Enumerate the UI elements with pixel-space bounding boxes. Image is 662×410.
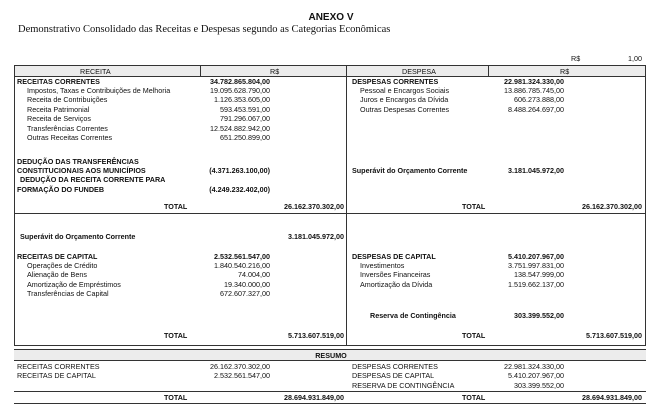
receita-corrente-item-value: 651.250.899,00	[220, 133, 270, 142]
currency-label: R$	[571, 54, 581, 63]
resumo-right-item-label: DESPESAS DE CAPITAL	[352, 371, 435, 381]
reserva-contingencia-value: 303.399.552,00	[514, 311, 564, 320]
resumo-left-item-label: RECEITAS DE CAPITAL	[17, 371, 96, 381]
despesa-corrente-item-value: 8.488.264.697,00	[508, 104, 564, 114]
total-capital-right-value: 5.713.607.519,00	[586, 331, 642, 340]
superavit-corrente-label: Superávit do Orçamento Corrente	[352, 166, 468, 175]
receitas-capital-label: RECEITAS DE CAPITAL	[17, 252, 98, 261]
despesa-capital-item-label: Inversões Financeiras	[360, 270, 431, 280]
deducao-fundeb-line2: FORMAÇÃO DO FUNDEB	[17, 185, 105, 194]
resumo-header-top	[14, 349, 646, 350]
superavit-capital-value: 3.181.045.972,00	[288, 232, 344, 241]
resumo-right-item-value: 22.981.324.330,00	[504, 362, 564, 371]
deducao-fundeb-value: (4.249.232.402,00)	[209, 185, 270, 194]
despesa-corrente-item-label: Pessoal e Encargos Sociais	[360, 86, 450, 95]
total-capital-right-label: TOTAL	[462, 331, 486, 340]
receita-corrente-item-value: 791.296.067,00	[220, 114, 270, 124]
table-top-border	[14, 65, 646, 66]
resumo-total-top	[14, 391, 646, 392]
receita-corrente-item-value: 593.453.591,00	[220, 104, 270, 114]
receita-corrente-item-value: 19.095.628.790,00	[210, 86, 270, 95]
right-border	[645, 65, 646, 345]
receita-capital-item-value: 19.340.000,00	[224, 279, 270, 289]
deducao-transferencias-line1: DEDUÇÃO DAS TRANSFERÊNCIAS	[17, 157, 139, 166]
section-divider-correntes	[14, 213, 646, 214]
total-correntes-right-value: 26.162.370.302,00	[582, 202, 642, 211]
despesa-capital-item-label: Amortização da Dívida	[360, 279, 433, 289]
despesa-corrente-item-value: 13.886.785.745,00	[504, 86, 564, 95]
total-correntes-left-value: 26.162.370.302,00	[284, 202, 344, 211]
total-correntes-left-label: TOTAL	[164, 202, 188, 211]
receita-capital-item-label: Transferências de Capital	[27, 289, 109, 299]
resumo-left-item-label: RECEITAS CORRENTES	[17, 362, 100, 371]
resumo-header-bottom	[14, 360, 646, 361]
report-subtitle: Demonstrativo Consolidado das Receitas e Despesas segundo as Categorias Econômicas	[18, 24, 391, 35]
despesa-corrente-item-label: Outras Despesas Correntes	[360, 104, 450, 114]
reserva-contingencia-label: Reserva de Contingência	[370, 311, 456, 320]
center-divider	[346, 65, 347, 345]
receita-capital-item-value: 74.004,00	[238, 270, 270, 280]
annex-title: ANEXO V	[308, 12, 354, 23]
total-resumo-right-value: 28.694.931.849,00	[582, 393, 642, 402]
col-rs-right: R$	[560, 67, 570, 76]
resumo-bottom-border	[14, 403, 646, 404]
col-rs-left: R$	[270, 67, 280, 76]
receita-corrente-item-label: Receita Patrimonial	[27, 104, 90, 114]
deducao-transferencias-value: (4.371.263.100,00)	[209, 166, 270, 175]
resumo-right-item-label: DESPESAS CORRENTES	[352, 362, 438, 371]
resumo-left-item-value: 26.162.370.302,00	[210, 362, 270, 371]
despesa-capital-item-label: Investimentos	[360, 261, 405, 270]
receitas-capital-value: 2.532.561.547,00	[214, 252, 270, 261]
total-resumo-left-value: 28.694.931.849,00	[284, 393, 344, 402]
receita-corrente-item-label: Transferências Correntes	[27, 123, 108, 133]
receita-capital-item-label: Alienação de Bens	[27, 270, 87, 280]
divider-receita-value	[200, 65, 201, 76]
deducao-transferencias-line2: CONSTITUCIONAIS AOS MUNICÍPIOS	[17, 166, 146, 175]
resumo-right-item-label: RESERVA DE CONTINGÊNCIA	[352, 380, 455, 390]
total-resumo-left-label: TOTAL	[164, 393, 188, 402]
receita-capital-item-value: 672.607.327,00	[220, 289, 270, 299]
receita-capital-item-value: 1.840.540.216,00	[214, 261, 270, 270]
deducao-fundeb-line1: DEDUÇÃO DA RECEITA CORRENTE PARA	[20, 175, 166, 184]
resumo-left-item-value: 2.532.561.547,00	[214, 371, 270, 381]
col-receita: RECEITA	[80, 67, 111, 76]
left-border	[14, 65, 15, 345]
despesas-capital-value: 5.410.207.967,00	[508, 252, 564, 261]
receitas-correntes-value: 34.782.865.804,00	[210, 77, 270, 86]
total-capital-left-value: 5.713.607.519,00	[288, 331, 344, 340]
receita-corrente-item-label: Outras Receitas Correntes	[27, 133, 113, 142]
receita-corrente-item-value: 12.524.882.942,00	[210, 123, 270, 133]
despesas-correntes-value: 22.981.324.330,00	[504, 77, 564, 86]
despesa-capital-item-value: 3.751.997.831,00	[508, 261, 564, 270]
resumo-right-item-value: 303.399.552,00	[514, 380, 564, 390]
resumo-title: RESUMO	[315, 351, 347, 360]
despesas-correntes-label: DESPESAS CORRENTES	[352, 77, 439, 86]
despesa-corrente-item-value: 606.273.888,00	[514, 95, 564, 105]
receita-corrente-item-value: 1.126.353.605,00	[214, 95, 270, 105]
despesa-capital-item-value: 1.519.662.137,00	[508, 279, 564, 289]
superavit-capital-label: Superávit do Orçamento Corrente	[20, 232, 136, 241]
superavit-corrente-value: 3.181.045.972,00	[508, 166, 564, 175]
total-correntes-right-label: TOTAL	[462, 202, 486, 211]
currency-unit: 1,00	[628, 54, 642, 63]
col-despesa: DESPESA	[402, 67, 436, 76]
receita-corrente-item-label: Receita de Contribuições	[27, 95, 108, 105]
resumo-top-border	[14, 345, 646, 346]
receita-capital-item-label: Amortização de Empréstimos	[27, 279, 121, 289]
despesa-corrente-item-label: Juros e Encargos da Dívida	[360, 95, 449, 105]
divider-despesa-value	[488, 65, 489, 76]
despesa-capital-item-value: 138.547.999,00	[514, 270, 564, 280]
receita-corrente-item-label: Receita de Serviços	[27, 114, 91, 124]
receitas-correntes-label: RECEITAS CORRENTES	[17, 77, 100, 86]
total-resumo-right-label: TOTAL	[462, 393, 486, 402]
receita-capital-item-label: Operações de Crédito	[27, 261, 98, 270]
receita-corrente-item-label: Impostos, Taxas e Contribuições de Melhoria	[27, 86, 171, 95]
total-capital-left-label: TOTAL	[164, 331, 188, 340]
despesas-capital-label: DESPESAS DE CAPITAL	[352, 252, 436, 261]
resumo-right-item-value: 5.410.207.967,00	[508, 371, 564, 381]
